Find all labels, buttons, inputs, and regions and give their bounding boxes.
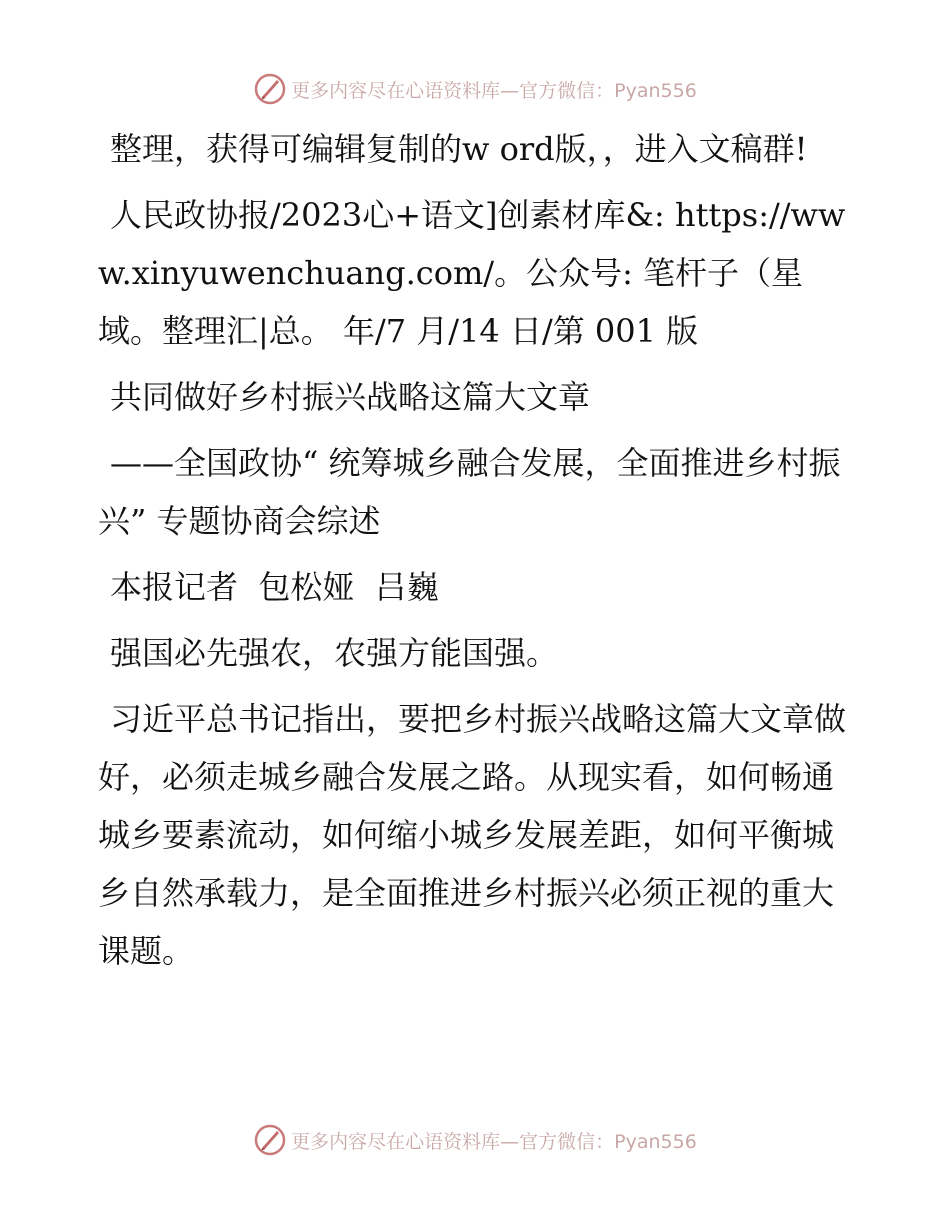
article-title: 共同做好乡村振兴战略这篇大文章 — [110, 378, 591, 416]
header-watermark — [0, 69, 950, 109]
watermark-text: 更多内容尽在心语资料库—官方微信：Pyan556 — [291, 1130, 697, 1153]
intro-paragraph: 整理，获得可编辑复制的w ord版，，进入文稿群! — [110, 130, 808, 168]
quill-pen-logo-icon — [253, 1123, 287, 1157]
body-paragraph: 习近平总书记指出，要把乡村振兴战略这篇大文章做好，必须走城乡融合发展之路。从现实看，如何畅通城乡要素流动，如何缩小城乡发展差距，如何平衡城乡自然承载力，是全面推进乡村振兴必须正视的重大课题。 — [98, 700, 847, 970]
watermark-text: 更多内容尽在心语资料库—官方微信：Pyan556 — [291, 79, 697, 102]
byline: 本报记者 包松娅 吕巍 — [110, 568, 439, 606]
source-paragraph: 人民政协报/2023心+语文]创素材库&: https://www.xinyuwenchuang.com/。公众号: 笔杆子（星域。整理汇|总。 年/7 月/14 日/第 001 版 — [98, 196, 846, 350]
footer-watermark — [0, 1120, 950, 1160]
document-body — [98, 120, 858, 988]
quill-pen-logo-icon — [253, 72, 287, 106]
article-subtitle: ——全国政协“ 统筹城乡融合发展，全面推进乡村振兴” 专题协商会综述 — [98, 444, 841, 540]
lead-paragraph: 强国必先强农，农强方能国强。 — [110, 634, 559, 672]
